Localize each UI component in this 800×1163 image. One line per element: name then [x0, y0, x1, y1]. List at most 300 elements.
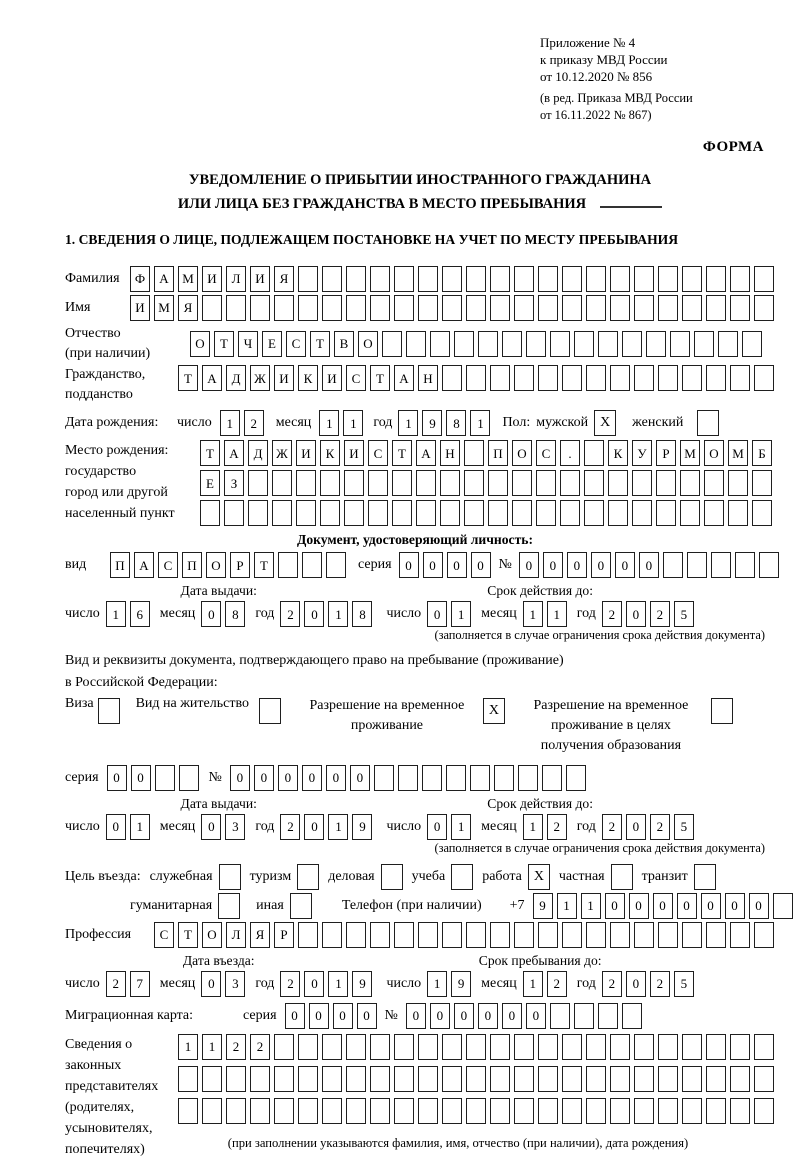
char-cell[interactable]: К: [608, 440, 628, 466]
char-cell[interactable]: 0: [591, 552, 611, 578]
char-cell[interactable]: 0: [107, 765, 127, 791]
char-cell[interactable]: Р: [656, 440, 676, 466]
char-cell[interactable]: 1: [202, 1034, 222, 1060]
char-cell[interactable]: [442, 365, 462, 391]
char-cell[interactable]: [464, 500, 484, 526]
char-cell[interactable]: В: [334, 331, 354, 357]
char-cell[interactable]: 1: [451, 601, 471, 627]
char-cell[interactable]: Б: [752, 440, 772, 466]
char-cell[interactable]: [742, 331, 762, 357]
char-cell[interactable]: [574, 1003, 594, 1029]
char-cell[interactable]: [200, 500, 220, 526]
char-cell[interactable]: Е: [262, 331, 282, 357]
char-cell[interactable]: 2: [650, 601, 670, 627]
char-cell[interactable]: А: [154, 266, 174, 292]
char-cell[interactable]: 1: [451, 814, 471, 840]
char-cell[interactable]: [370, 1098, 390, 1124]
char-cell[interactable]: И: [202, 266, 222, 292]
char-cell[interactable]: [442, 922, 462, 948]
char-cell[interactable]: [658, 922, 678, 948]
char-cell[interactable]: [728, 500, 748, 526]
char-cell[interactable]: 1: [106, 601, 126, 627]
char-cell[interactable]: С: [368, 440, 388, 466]
char-cell[interactable]: 0: [254, 765, 274, 791]
char-cell[interactable]: С: [536, 440, 556, 466]
char-cell[interactable]: [538, 1034, 558, 1060]
char-cell[interactable]: Л: [226, 266, 246, 292]
purpose-tourism-checkbox[interactable]: [297, 864, 319, 890]
char-cell[interactable]: [298, 1098, 318, 1124]
char-cell[interactable]: [370, 922, 390, 948]
char-cell[interactable]: М: [178, 266, 198, 292]
char-cell[interactable]: [514, 295, 534, 321]
char-cell[interactable]: Е: [200, 470, 220, 496]
char-cell[interactable]: [754, 1034, 774, 1060]
char-cell[interactable]: [512, 500, 532, 526]
char-cell[interactable]: [202, 1098, 222, 1124]
char-cell[interactable]: [346, 295, 366, 321]
char-cell[interactable]: [706, 1066, 726, 1092]
char-cell[interactable]: [754, 922, 774, 948]
char-cell[interactable]: [466, 295, 486, 321]
char-cell[interactable]: [730, 1066, 750, 1092]
char-cell[interactable]: 0: [629, 893, 649, 919]
char-cell[interactable]: [346, 1098, 366, 1124]
char-cell[interactable]: 1: [470, 410, 490, 436]
char-cell[interactable]: [634, 365, 654, 391]
char-cell[interactable]: [344, 470, 364, 496]
char-cell[interactable]: 0: [519, 552, 539, 578]
char-cell[interactable]: [326, 552, 346, 578]
char-cell[interactable]: [322, 266, 342, 292]
char-cell[interactable]: Т: [310, 331, 330, 357]
char-cell[interactable]: А: [202, 365, 222, 391]
char-cell[interactable]: [494, 765, 514, 791]
char-cell[interactable]: 1: [328, 814, 348, 840]
char-cell[interactable]: [634, 922, 654, 948]
char-cell[interactable]: [656, 500, 676, 526]
char-cell[interactable]: 0: [326, 765, 346, 791]
char-cell[interactable]: [250, 295, 270, 321]
char-cell[interactable]: 8: [446, 410, 466, 436]
char-cell[interactable]: [430, 331, 450, 357]
char-cell[interactable]: [490, 922, 510, 948]
char-cell[interactable]: [538, 1066, 558, 1092]
char-cell[interactable]: А: [416, 440, 436, 466]
char-cell[interactable]: [155, 765, 175, 791]
char-cell[interactable]: Т: [178, 922, 198, 948]
char-cell[interactable]: [478, 331, 498, 357]
char-cell[interactable]: [658, 295, 678, 321]
char-cell[interactable]: [344, 500, 364, 526]
char-cell[interactable]: И: [322, 365, 342, 391]
char-cell[interactable]: 0: [201, 814, 221, 840]
char-cell[interactable]: [730, 1034, 750, 1060]
char-cell[interactable]: [302, 552, 322, 578]
char-cell[interactable]: [538, 1098, 558, 1124]
char-cell[interactable]: [274, 1098, 294, 1124]
char-cell[interactable]: [322, 1066, 342, 1092]
char-cell[interactable]: 2: [244, 410, 264, 436]
char-cell[interactable]: 0: [478, 1003, 498, 1029]
visa-checkbox[interactable]: [98, 698, 120, 724]
char-cell[interactable]: 0: [677, 893, 697, 919]
char-cell[interactable]: [394, 922, 414, 948]
char-cell[interactable]: 0: [309, 1003, 329, 1029]
char-cell[interactable]: 1: [328, 971, 348, 997]
char-cell[interactable]: 9: [352, 814, 372, 840]
char-cell[interactable]: [586, 365, 606, 391]
char-cell[interactable]: 0: [526, 1003, 546, 1029]
char-cell[interactable]: Я: [274, 266, 294, 292]
char-cell[interactable]: [248, 470, 268, 496]
char-cell[interactable]: 2: [547, 814, 567, 840]
char-cell[interactable]: [514, 1066, 534, 1092]
char-cell[interactable]: 9: [451, 971, 471, 997]
char-cell[interactable]: [298, 922, 318, 948]
char-cell[interactable]: 0: [430, 1003, 450, 1029]
char-cell[interactable]: [442, 266, 462, 292]
char-cell[interactable]: [730, 922, 750, 948]
char-cell[interactable]: [272, 500, 292, 526]
char-cell[interactable]: [440, 470, 460, 496]
char-cell[interactable]: [610, 295, 630, 321]
char-cell[interactable]: [278, 552, 298, 578]
char-cell[interactable]: 7: [130, 971, 150, 997]
char-cell[interactable]: 1: [557, 893, 577, 919]
char-cell[interactable]: 0: [285, 1003, 305, 1029]
char-cell[interactable]: [586, 1098, 606, 1124]
char-cell[interactable]: 2: [547, 971, 567, 997]
char-cell[interactable]: [562, 295, 582, 321]
char-cell[interactable]: [584, 470, 604, 496]
char-cell[interactable]: 2: [226, 1034, 246, 1060]
char-cell[interactable]: [759, 552, 779, 578]
char-cell[interactable]: 1: [427, 971, 447, 997]
char-cell[interactable]: 0: [201, 971, 221, 997]
char-cell[interactable]: [730, 295, 750, 321]
char-cell[interactable]: 1: [398, 410, 418, 436]
temporary-residence-checkbox[interactable]: X: [483, 698, 505, 724]
char-cell[interactable]: 0: [653, 893, 673, 919]
char-cell[interactable]: 0: [427, 601, 447, 627]
char-cell[interactable]: 1: [220, 410, 240, 436]
char-cell[interactable]: [488, 500, 508, 526]
char-cell[interactable]: 0: [626, 971, 646, 997]
char-cell[interactable]: [584, 500, 604, 526]
residence-permit-checkbox[interactable]: [259, 698, 281, 724]
purpose-other-checkbox[interactable]: [290, 893, 312, 919]
char-cell[interactable]: [490, 266, 510, 292]
char-cell[interactable]: [394, 266, 414, 292]
char-cell[interactable]: 0: [278, 765, 298, 791]
char-cell[interactable]: [730, 266, 750, 292]
char-cell[interactable]: Л: [226, 922, 246, 948]
char-cell[interactable]: [562, 1034, 582, 1060]
char-cell[interactable]: [562, 922, 582, 948]
char-cell[interactable]: [730, 1098, 750, 1124]
char-cell[interactable]: 9: [352, 971, 372, 997]
char-cell[interactable]: 0: [304, 601, 324, 627]
char-cell[interactable]: [202, 1066, 222, 1092]
char-cell[interactable]: 5: [674, 601, 694, 627]
char-cell[interactable]: 0: [502, 1003, 522, 1029]
char-cell[interactable]: [728, 470, 748, 496]
char-cell[interactable]: 5: [674, 971, 694, 997]
char-cell[interactable]: 1: [319, 410, 339, 436]
char-cell[interactable]: 0: [131, 765, 151, 791]
char-cell[interactable]: [250, 1066, 270, 1092]
char-cell[interactable]: 0: [567, 552, 587, 578]
char-cell[interactable]: [418, 266, 438, 292]
char-cell[interactable]: [394, 1034, 414, 1060]
char-cell[interactable]: [502, 331, 522, 357]
char-cell[interactable]: [536, 500, 556, 526]
char-cell[interactable]: С: [158, 552, 178, 578]
char-cell[interactable]: [687, 552, 707, 578]
char-cell[interactable]: [610, 1098, 630, 1124]
char-cell[interactable]: 2: [602, 814, 622, 840]
char-cell[interactable]: Я: [178, 295, 198, 321]
char-cell[interactable]: З: [224, 470, 244, 496]
char-cell[interactable]: [682, 1066, 702, 1092]
char-cell[interactable]: [490, 365, 510, 391]
char-cell[interactable]: [706, 1098, 726, 1124]
char-cell[interactable]: 9: [533, 893, 553, 919]
char-cell[interactable]: [298, 1034, 318, 1060]
char-cell[interactable]: [274, 1034, 294, 1060]
char-cell[interactable]: [586, 266, 606, 292]
char-cell[interactable]: Ф: [130, 266, 150, 292]
char-cell[interactable]: [274, 295, 294, 321]
char-cell[interactable]: [538, 365, 558, 391]
char-cell[interactable]: [560, 500, 580, 526]
char-cell[interactable]: 2: [106, 971, 126, 997]
char-cell[interactable]: [272, 470, 292, 496]
char-cell[interactable]: [682, 1098, 702, 1124]
char-cell[interactable]: О: [206, 552, 226, 578]
char-cell[interactable]: [464, 440, 484, 466]
char-cell[interactable]: [754, 1098, 774, 1124]
char-cell[interactable]: [670, 331, 690, 357]
purpose-humanitarian-checkbox[interactable]: [218, 893, 240, 919]
char-cell[interactable]: О: [190, 331, 210, 357]
char-cell[interactable]: [320, 470, 340, 496]
char-cell[interactable]: [370, 295, 390, 321]
char-cell[interactable]: М: [154, 295, 174, 321]
char-cell[interactable]: [490, 295, 510, 321]
char-cell[interactable]: [735, 552, 755, 578]
char-cell[interactable]: [562, 1066, 582, 1092]
char-cell[interactable]: [442, 1034, 462, 1060]
char-cell[interactable]: [706, 365, 726, 391]
char-cell[interactable]: [514, 266, 534, 292]
purpose-private-checkbox[interactable]: [611, 864, 633, 890]
char-cell[interactable]: [374, 765, 394, 791]
char-cell[interactable]: [562, 1098, 582, 1124]
char-cell[interactable]: [226, 1098, 246, 1124]
char-cell[interactable]: [418, 1066, 438, 1092]
char-cell[interactable]: .: [560, 440, 580, 466]
char-cell[interactable]: 2: [280, 971, 300, 997]
char-cell[interactable]: [440, 500, 460, 526]
char-cell[interactable]: А: [394, 365, 414, 391]
char-cell[interactable]: П: [110, 552, 130, 578]
char-cell[interactable]: [274, 1066, 294, 1092]
char-cell[interactable]: [370, 1066, 390, 1092]
purpose-work-checkbox[interactable]: X: [528, 864, 550, 890]
char-cell[interactable]: [322, 1034, 342, 1060]
char-cell[interactable]: [394, 1098, 414, 1124]
char-cell[interactable]: [392, 500, 412, 526]
char-cell[interactable]: 2: [650, 814, 670, 840]
char-cell[interactable]: [298, 266, 318, 292]
char-cell[interactable]: [656, 470, 676, 496]
char-cell[interactable]: [466, 1098, 486, 1124]
char-cell[interactable]: 0: [106, 814, 126, 840]
char-cell[interactable]: 1: [523, 971, 543, 997]
char-cell[interactable]: [178, 1098, 198, 1124]
char-cell[interactable]: 0: [454, 1003, 474, 1029]
char-cell[interactable]: [682, 922, 702, 948]
char-cell[interactable]: 9: [422, 410, 442, 436]
char-cell[interactable]: [454, 331, 474, 357]
char-cell[interactable]: Ч: [238, 331, 258, 357]
char-cell[interactable]: [550, 331, 570, 357]
char-cell[interactable]: И: [250, 266, 270, 292]
char-cell[interactable]: [704, 470, 724, 496]
char-cell[interactable]: 2: [650, 971, 670, 997]
char-cell[interactable]: [298, 1066, 318, 1092]
char-cell[interactable]: [322, 295, 342, 321]
char-cell[interactable]: 0: [749, 893, 769, 919]
char-cell[interactable]: И: [344, 440, 364, 466]
char-cell[interactable]: [346, 266, 366, 292]
char-cell[interactable]: 0: [725, 893, 745, 919]
char-cell[interactable]: [706, 1034, 726, 1060]
char-cell[interactable]: [518, 765, 538, 791]
char-cell[interactable]: 0: [471, 552, 491, 578]
char-cell[interactable]: О: [358, 331, 378, 357]
char-cell[interactable]: 2: [602, 601, 622, 627]
char-cell[interactable]: [464, 470, 484, 496]
char-cell[interactable]: [622, 331, 642, 357]
char-cell[interactable]: [418, 1098, 438, 1124]
char-cell[interactable]: [706, 922, 726, 948]
char-cell[interactable]: Д: [248, 440, 268, 466]
char-cell[interactable]: [632, 500, 652, 526]
char-cell[interactable]: 1: [178, 1034, 198, 1060]
char-cell[interactable]: 5: [674, 814, 694, 840]
char-cell[interactable]: [398, 765, 418, 791]
char-cell[interactable]: [248, 500, 268, 526]
char-cell[interactable]: 0: [201, 601, 221, 627]
char-cell[interactable]: 0: [333, 1003, 353, 1029]
char-cell[interactable]: 1: [130, 814, 150, 840]
char-cell[interactable]: [752, 470, 772, 496]
char-cell[interactable]: 0: [230, 765, 250, 791]
char-cell[interactable]: [773, 893, 793, 919]
char-cell[interactable]: [466, 266, 486, 292]
char-cell[interactable]: [514, 365, 534, 391]
char-cell[interactable]: [608, 470, 628, 496]
char-cell[interactable]: [658, 1066, 678, 1092]
char-cell[interactable]: Т: [214, 331, 234, 357]
char-cell[interactable]: [466, 1034, 486, 1060]
char-cell[interactable]: [562, 365, 582, 391]
char-cell[interactable]: [610, 365, 630, 391]
char-cell[interactable]: 3: [225, 814, 245, 840]
char-cell[interactable]: 1: [523, 601, 543, 627]
char-cell[interactable]: 1: [343, 410, 363, 436]
char-cell[interactable]: 2: [250, 1034, 270, 1060]
char-cell[interactable]: [250, 1098, 270, 1124]
char-cell[interactable]: Н: [440, 440, 460, 466]
char-cell[interactable]: [680, 500, 700, 526]
char-cell[interactable]: [370, 1034, 390, 1060]
char-cell[interactable]: [536, 470, 556, 496]
char-cell[interactable]: 6: [130, 601, 150, 627]
char-cell[interactable]: [538, 295, 558, 321]
char-cell[interactable]: [418, 922, 438, 948]
char-cell[interactable]: [694, 331, 714, 357]
char-cell[interactable]: [598, 331, 618, 357]
char-cell[interactable]: Ж: [250, 365, 270, 391]
char-cell[interactable]: П: [488, 440, 508, 466]
char-cell[interactable]: [610, 266, 630, 292]
char-cell[interactable]: [466, 365, 486, 391]
char-cell[interactable]: А: [134, 552, 154, 578]
char-cell[interactable]: 0: [626, 601, 646, 627]
char-cell[interactable]: Р: [230, 552, 250, 578]
char-cell[interactable]: [514, 1098, 534, 1124]
char-cell[interactable]: 1: [328, 601, 348, 627]
char-cell[interactable]: [586, 1034, 606, 1060]
char-cell[interactable]: [658, 266, 678, 292]
char-cell[interactable]: [416, 500, 436, 526]
char-cell[interactable]: [370, 266, 390, 292]
char-cell[interactable]: [446, 765, 466, 791]
char-cell[interactable]: С: [346, 365, 366, 391]
char-cell[interactable]: 8: [352, 601, 372, 627]
char-cell[interactable]: Т: [392, 440, 412, 466]
char-cell[interactable]: [680, 470, 700, 496]
purpose-study-checkbox[interactable]: [451, 864, 473, 890]
char-cell[interactable]: [584, 440, 604, 466]
char-cell[interactable]: [406, 331, 426, 357]
char-cell[interactable]: [754, 365, 774, 391]
char-cell[interactable]: [586, 295, 606, 321]
char-cell[interactable]: Я: [250, 922, 270, 948]
char-cell[interactable]: 0: [615, 552, 635, 578]
char-cell[interactable]: [490, 1066, 510, 1092]
education-residence-checkbox[interactable]: [711, 698, 733, 724]
char-cell[interactable]: [711, 552, 731, 578]
char-cell[interactable]: [646, 331, 666, 357]
char-cell[interactable]: [442, 1066, 462, 1092]
char-cell[interactable]: К: [298, 365, 318, 391]
char-cell[interactable]: [224, 500, 244, 526]
char-cell[interactable]: 1: [581, 893, 601, 919]
char-cell[interactable]: [658, 365, 678, 391]
char-cell[interactable]: [658, 1098, 678, 1124]
char-cell[interactable]: 0: [605, 893, 625, 919]
char-cell[interactable]: [704, 500, 724, 526]
char-cell[interactable]: О: [704, 440, 724, 466]
char-cell[interactable]: 0: [423, 552, 443, 578]
char-cell[interactable]: [322, 922, 342, 948]
char-cell[interactable]: [416, 470, 436, 496]
